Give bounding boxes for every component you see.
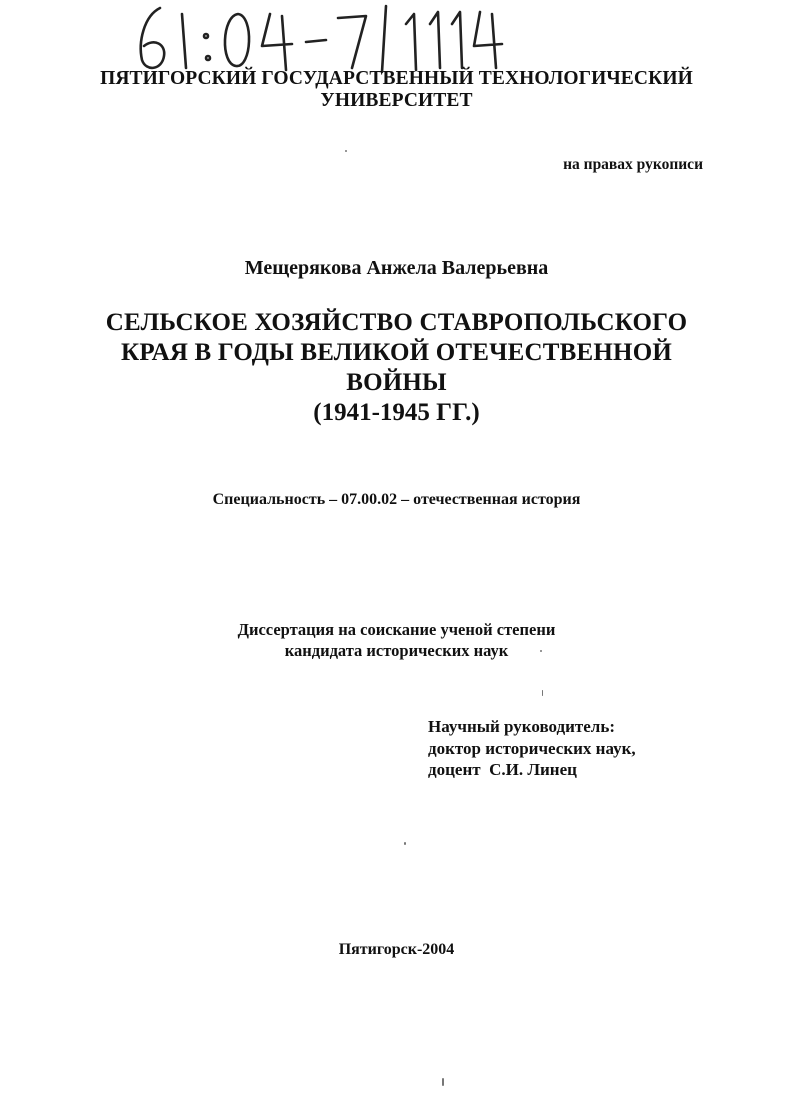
degree-line-1: Диссертация на соискание ученой степени [237,620,556,639]
title-line-1: СЕЛЬСКОЕ ХОЗЯЙСТВО СТАВРОПОЛЬСКОГО [105,309,688,336]
city-year: Пятигорск-2004 [338,941,455,958]
degree-statement [0,619,793,661]
supervisor-line-3: доцент С.И. Линец [428,760,577,779]
scan-speck [542,690,543,696]
institution-name [0,68,793,112]
handwritten-catalog-number [130,2,510,76]
title-years: (1941-1945 ГГ.) [313,399,480,426]
degree-line-2: кандидата исторических наук [284,641,509,660]
author-name: Мещерякова Анжела Валерьевна [244,257,549,279]
rights-note: на правах рукописи [563,156,703,173]
scan-speck [404,842,406,845]
title-line-2: КРАЯ В ГОДЫ ВЕЛИКОЙ ОТЕЧЕСТВЕННОЙ [121,339,672,366]
institution-line-2: УНИВЕРСИТЕТ [320,90,473,111]
supervisor-line-2: доктор исторических наук, [428,738,636,758]
scan-speck [345,150,347,152]
institution-line-1: ПЯТИГОРСКИЙ ГОСУДАРСТВЕННЫЙ ТЕХНОЛОГИЧЕСКИЙ [100,68,693,89]
scan-speck [540,650,542,652]
speciality: Специальность – 07.00.02 – отечественная история [212,491,581,508]
title-line-3: ВОЙНЫ [346,369,447,396]
supervisor-block [428,716,636,781]
supervisor-line-1: Научный руководитель: [428,717,615,736]
handwritten-signature-drawing [130,2,510,76]
scan-speck [442,1078,444,1086]
dissertation-title [0,308,793,398]
